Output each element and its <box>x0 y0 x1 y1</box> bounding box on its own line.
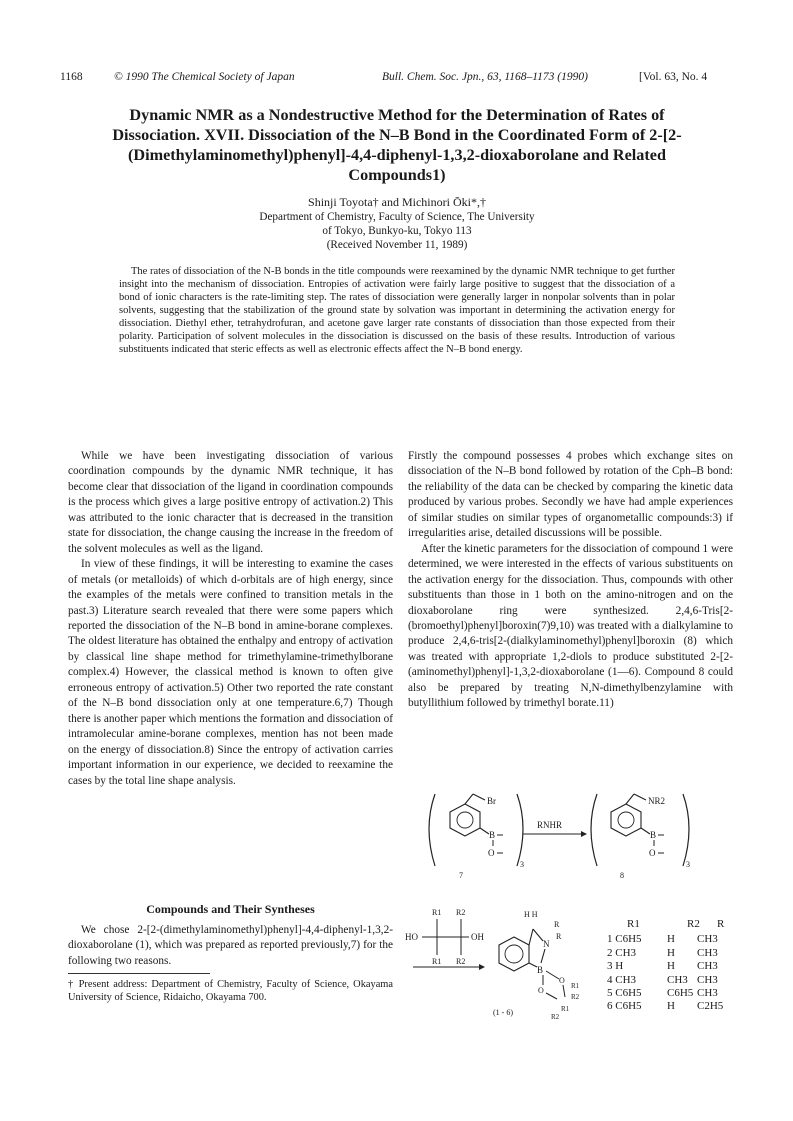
copyright: © 1990 The Chemical Society of Japan <box>114 71 295 83</box>
table-row <box>607 960 747 973</box>
boron-label: B <box>537 965 544 975</box>
abstract: The rates of dissociation of the N-B bonds in the title compounds were reexamined by the dynamic NMR technique to get further insight into the mechanism of dissociation. Entropies of activation were fairly large positive to suggest that the dissociation of a bond of ionic characters is the rate-limiting step. The rates of dissociation were generally larger in nonpolar solvents than in polar solvents, suggesting that the stabilization of the ground state by solvation was important in determining the activation energy for dissociation. Diethyl ether, tetrahydrofuran, and acetone gave larger rate constants of dissociation than those expected from their polarity. Participation of solvent molecules in the dissociation is discussed on the basis of these results. Introduction of various substituents indicated that steric effects as well as electronic effects affect the N–B bond energy. <box>119 266 675 355</box>
reaction-scheme-2 <box>405 905 605 1020</box>
table-cell: 3 H <box>607 960 624 973</box>
table-cell: CH3 <box>697 933 718 946</box>
r2-label: R2 <box>571 993 580 1001</box>
nitrogen-label: N <box>543 939 550 949</box>
table-header <box>607 918 747 931</box>
reaction-scheme-1 <box>405 788 735 883</box>
table-cell: CH3 <box>697 973 718 986</box>
table-cell: 5 C6H5 <box>607 987 642 1000</box>
reagent-label: RNHR <box>537 820 563 830</box>
table-cell: H <box>667 933 675 946</box>
section-heading: Compounds and Their Syntheses <box>146 902 315 916</box>
affiliation <box>180 211 614 252</box>
table-row <box>607 933 747 946</box>
boron-label: B <box>489 830 496 840</box>
r2-label: R2 <box>551 1013 560 1020</box>
table-cell: C6H5 <box>667 987 694 1000</box>
affiliation-line-1: Department of Chemistry, Faculty of Science, The University <box>259 211 535 223</box>
table-cell: H <box>667 946 675 959</box>
affiliation-line-2: of Tokyo, Bunkyo-ku, Tokyo 113 <box>322 224 472 237</box>
table-cell: CH3 <box>697 987 718 1000</box>
volume-info: [Vol. 63, No. 4 <box>639 71 708 83</box>
table-cell: 1 C6H5 <box>607 933 642 946</box>
table-row <box>607 1000 747 1013</box>
r-label: R <box>556 932 562 941</box>
svg-text:3: 3 <box>686 860 690 869</box>
body-paragraph: In view of these findings, it will be interesting to examine the cases of metals (or metalloids) of which d-orbitals are of high energy, since the examples of the metals were confined to transition metals in the past.3) Literature search revealed that there were some papers which reported the dissociation of the N–B bond in amine-borane complexes. The oldest literature has obtained the enthalpy and entropy of activation by classical line shape method for trimethylamine-trimethylborane complex.4) However, the classical method is known to often give erroneous entropy of activation.5) Other two reported the rate constant of the N–B bond dissociation only at one temperature.6,7) Though there is another paper which mentions the formation and dissociation of intramolecular amine-borane complexes, mention has not been made on the energy of dissociation.8) Since the entropy of activation carries important information in our experience, we decided to reexamine the cases by the total line shape analysis. <box>68 558 393 787</box>
oxygen-label: O <box>538 986 544 995</box>
oxygen-label: O <box>559 976 565 985</box>
left-column <box>68 449 393 789</box>
authors: Shinji Toyota† and Michinori Ōki*,† <box>308 195 486 209</box>
r1-label: R1 <box>432 957 442 966</box>
table-cell: CH3 <box>697 946 718 959</box>
br-label: Br <box>487 796 496 806</box>
oxygen-label: O <box>488 848 495 858</box>
table-cell: H <box>667 960 675 973</box>
body-paragraph: We chose 2-[2-(dimethylaminomethyl)phenyl]-4,4-diphenyl-1,3,2-dioxaborolane (1), which was prepared as reported previously,7) for the following two reasons. <box>68 924 393 967</box>
substituent-table <box>607 918 747 1014</box>
body-paragraph: After the kinetic parameters for the dissociation of compound 1 were determined, we were interested in the effects of various substituents on the activation energy for the dissociation. Thus, compounds with other substituents than those in 1 both on the amino-nitrogen and on the dioxaborolane ring were synthesized. 2,4,6-Tris[2-(bromoethyl)phenyl]boroxin(7)9,10) was treated with a dialkylamine to produce 2,4,6-tris[2-(dialkylaminomethyl)phenyl]boroxin (8) which was treated with appropriate 1,2-diols to produce substituted 2-[2-(aminomethyl)phenyl]-1,3,2-dioxaborolane (1—6). Compound 8 could also be prepared by treating N,N-dimethylbenzylamine with butyllithium followed by trimethyl borate.11) <box>408 542 733 710</box>
r2-label: R2 <box>456 908 466 917</box>
svg-text:3: 3 <box>520 860 524 869</box>
compound-8-label: 8 <box>620 871 624 880</box>
journal-citation: Bull. Chem. Soc. Jpn., 63, 1168–1173 (1990) <box>382 71 588 83</box>
hh-label: H H <box>524 910 538 919</box>
received-date: (Received November 11, 1989) <box>326 238 468 251</box>
compound-7-label: 7 <box>459 871 463 880</box>
body-paragraph: Firstly the compound possesses 4 probes which exchange sites on dissociation of the N–B bond followed by rotation of the Cph–B bond: the reliability of the data can be checked by comparing the kinetic data produced by various probes. Secondly we have had ample experiences of similar studies on similar types of organometallic compounds:3) if irregularities arise, detailed discussions will be possible. <box>408 450 733 540</box>
boron-label: B <box>650 830 657 840</box>
r2-label: R2 <box>456 957 466 966</box>
column-header: R <box>717 918 725 930</box>
table-cell: C2H5 <box>697 1000 724 1013</box>
oxygen-label: O <box>649 848 656 858</box>
right-column <box>408 449 733 712</box>
diol-oh-label: OH <box>471 932 484 942</box>
footnote: † Present address: Department of Chemistry, Faculty of Science, Okayama University of Science, Ridaicho, Okayama 700. <box>68 979 393 1003</box>
footnote-rule <box>68 973 210 974</box>
table-cell: 4 CH3 <box>607 973 637 986</box>
body-paragraph: While we have been investigating dissociation of various coordination compounds by the dynamic NMR technique, it has become clear that dissociation of the ligand in coordination compounds is the process which gives a large positive entropy of activation.2) This was attributed to the ionic character that is decreased in the transition state for dissociation, the change causing the increase in the freedom of the solvent molecules as well as the ligand. <box>68 450 393 555</box>
r-label: R <box>554 920 560 929</box>
table-cell: H <box>667 1000 675 1013</box>
nr2-label: NR2 <box>648 796 666 806</box>
table-row <box>607 987 747 1000</box>
table-cell: CH3 <box>697 960 718 973</box>
table-row <box>607 947 747 960</box>
r1-label: R1 <box>432 908 442 917</box>
article-title: Dynamic NMR as a Nondestructive Method for the Determination of Rates of Dissociation. XVII. Dissociation of the N–B Bond in the Coordinated Form of 2-[2-(Dimethylaminomethyl)phenyl]-4,4-diphenyl-1,3,2-dioxaborolane and Related Compounds1) <box>112 106 682 184</box>
diol-ho-label: HO <box>405 932 418 942</box>
r1-label: R1 <box>561 1005 570 1013</box>
column-header: R2 <box>687 918 700 930</box>
column-header: R1 <box>627 918 640 930</box>
table-row <box>607 974 747 987</box>
table-cell: 6 C6H5 <box>607 1000 642 1013</box>
page-number: 1168 <box>60 71 83 83</box>
compound-range-label: (1 - 6) <box>493 1008 513 1017</box>
r1-label: R1 <box>571 982 580 990</box>
table-cell: CH3 <box>667 973 688 986</box>
table-cell: 2 CH3 <box>607 946 637 959</box>
